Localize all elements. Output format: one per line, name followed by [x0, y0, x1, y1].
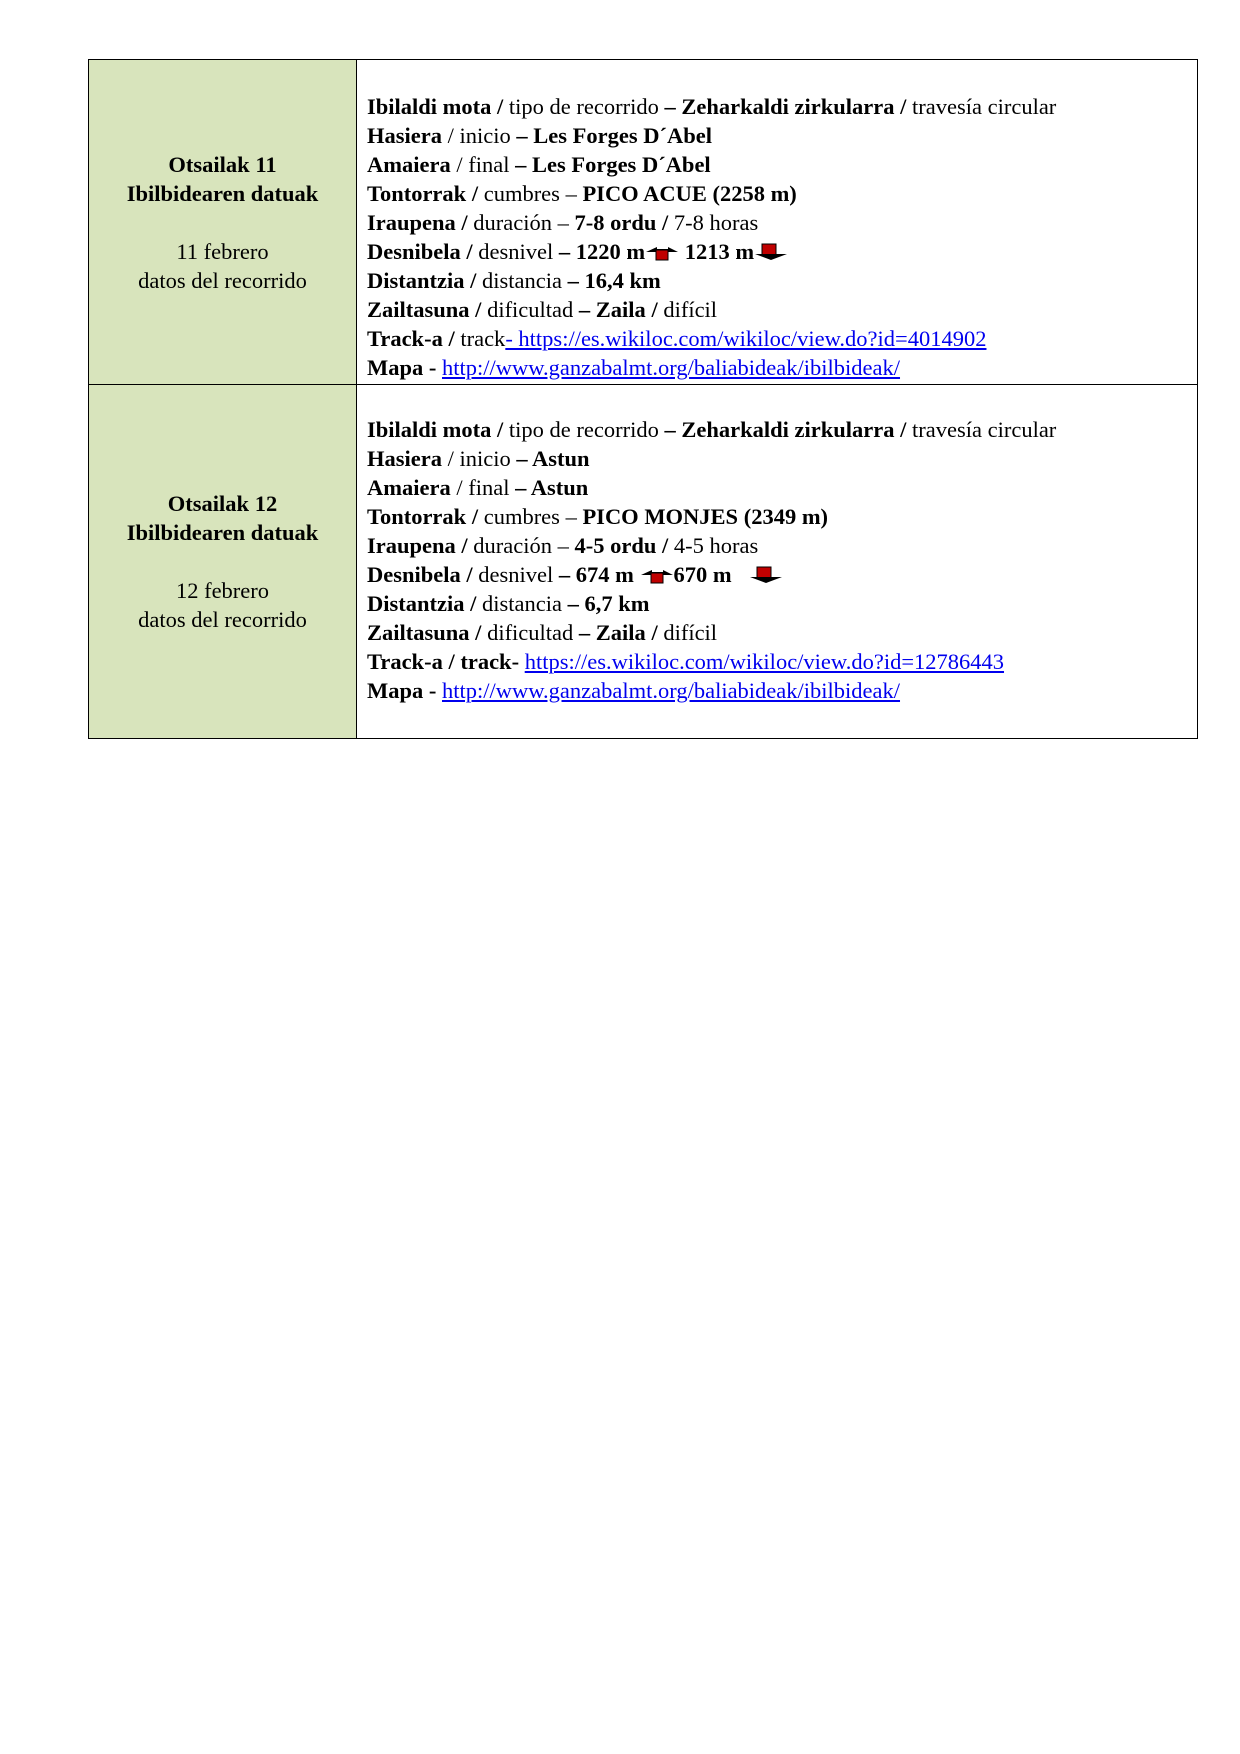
route-start-line: Hasiera / inicio – Les Forges D´Abel	[367, 123, 712, 148]
route-peaks-line: Tontorrak / cumbres – PICO MONJES (2349 m)	[367, 503, 829, 529]
route-map-line: Mapa - http://www.ganzabalmt.org/baliabideak/ibilbideak/	[367, 355, 901, 380]
track-link[interactable]: https://es.wikiloc.com/wikiloc/view.do?id=12786443	[524, 648, 1005, 674]
date-title: Otsailak 12	[167, 491, 278, 516]
route-track-line: Track-a / track- https://es.wikiloc.com/wikiloc/view.do?id=4014902	[367, 326, 987, 351]
route-distance-line: Distantzia / distancia – 6,7 km	[367, 590, 650, 616]
date-cell	[89, 60, 357, 385]
down-arrow-icon	[749, 566, 783, 584]
date-heading: Ibilbidearen datuak	[126, 520, 319, 545]
route-start-line: Hasiera / inicio – Astun	[367, 445, 590, 471]
route-row	[89, 60, 1198, 385]
route-details-cell	[357, 60, 1198, 385]
route-duration-line: Iraupena / duración – 7-8 ordu / 7-8 horas	[367, 210, 759, 235]
route-peaks-line: Tontorrak / cumbres – PICO ACUE (2258 m)	[367, 181, 797, 206]
route-end-line: Amaiera / final – Astun	[367, 474, 589, 500]
route-duration-line: Iraupena / duración – 4-5 ordu / 4-5 horas	[367, 532, 759, 558]
route-details-cell	[357, 385, 1198, 739]
date-cell	[89, 385, 357, 739]
up-arrow-icon	[640, 566, 674, 584]
route-difficulty-line: Zailtasuna / dificultad – Zaila / difícil	[367, 619, 718, 645]
route-row	[89, 385, 1198, 739]
down-arrow-icon	[754, 243, 788, 261]
date-subheading: datos del recorrido	[138, 607, 307, 632]
track-link[interactable]: - https://es.wikiloc.com/wikiloc/view.do?id=4014902	[505, 326, 987, 351]
up-arrow-icon	[645, 243, 679, 261]
route-end-line: Amaiera / final – Les Forges D´Abel	[367, 152, 711, 177]
route-type-line: Ibilaldi mota / tipo de recorrido – Zeharkaldi zirkularra / travesía circular	[367, 416, 1057, 442]
date-subtitle: 11 febrero	[176, 238, 269, 264]
date-subtitle: 12 febrero	[175, 578, 270, 603]
date-heading: Ibilbidearen datuak	[126, 180, 319, 206]
route-map-line: Mapa - http://www.ganzabalmt.org/baliabideak/ibilbideak/	[367, 677, 901, 703]
map-link[interactable]: http://www.ganzabalmt.org/baliabideak/ibilbideak/	[442, 355, 901, 380]
route-difficulty-line: Zailtasuna / dificultad – Zaila / difícil	[367, 297, 718, 322]
route-elevation-line: Desnibela / desnivel – 1220 m 1213 m	[367, 237, 1197, 266]
route-elevation-line: Desnibela / desnivel – 674 m 670 m	[367, 560, 1197, 589]
route-distance-line: Distantzia / distancia – 16,4 km	[367, 268, 661, 293]
date-subheading: datos del recorrido	[138, 267, 307, 293]
map-link[interactable]: http://www.ganzabalmt.org/baliabideak/ibilbideak/	[442, 677, 901, 703]
date-title: Otsailak 11	[168, 151, 277, 177]
route-type-line: Ibilaldi mota / tipo de recorrido – Zeharkaldi zirkularra / travesía circular	[367, 94, 1057, 119]
routes-table	[88, 59, 1198, 739]
route-track-line: Track-a / track- https://es.wikiloc.com/wikiloc/view.do?id=12786443	[367, 648, 1005, 674]
